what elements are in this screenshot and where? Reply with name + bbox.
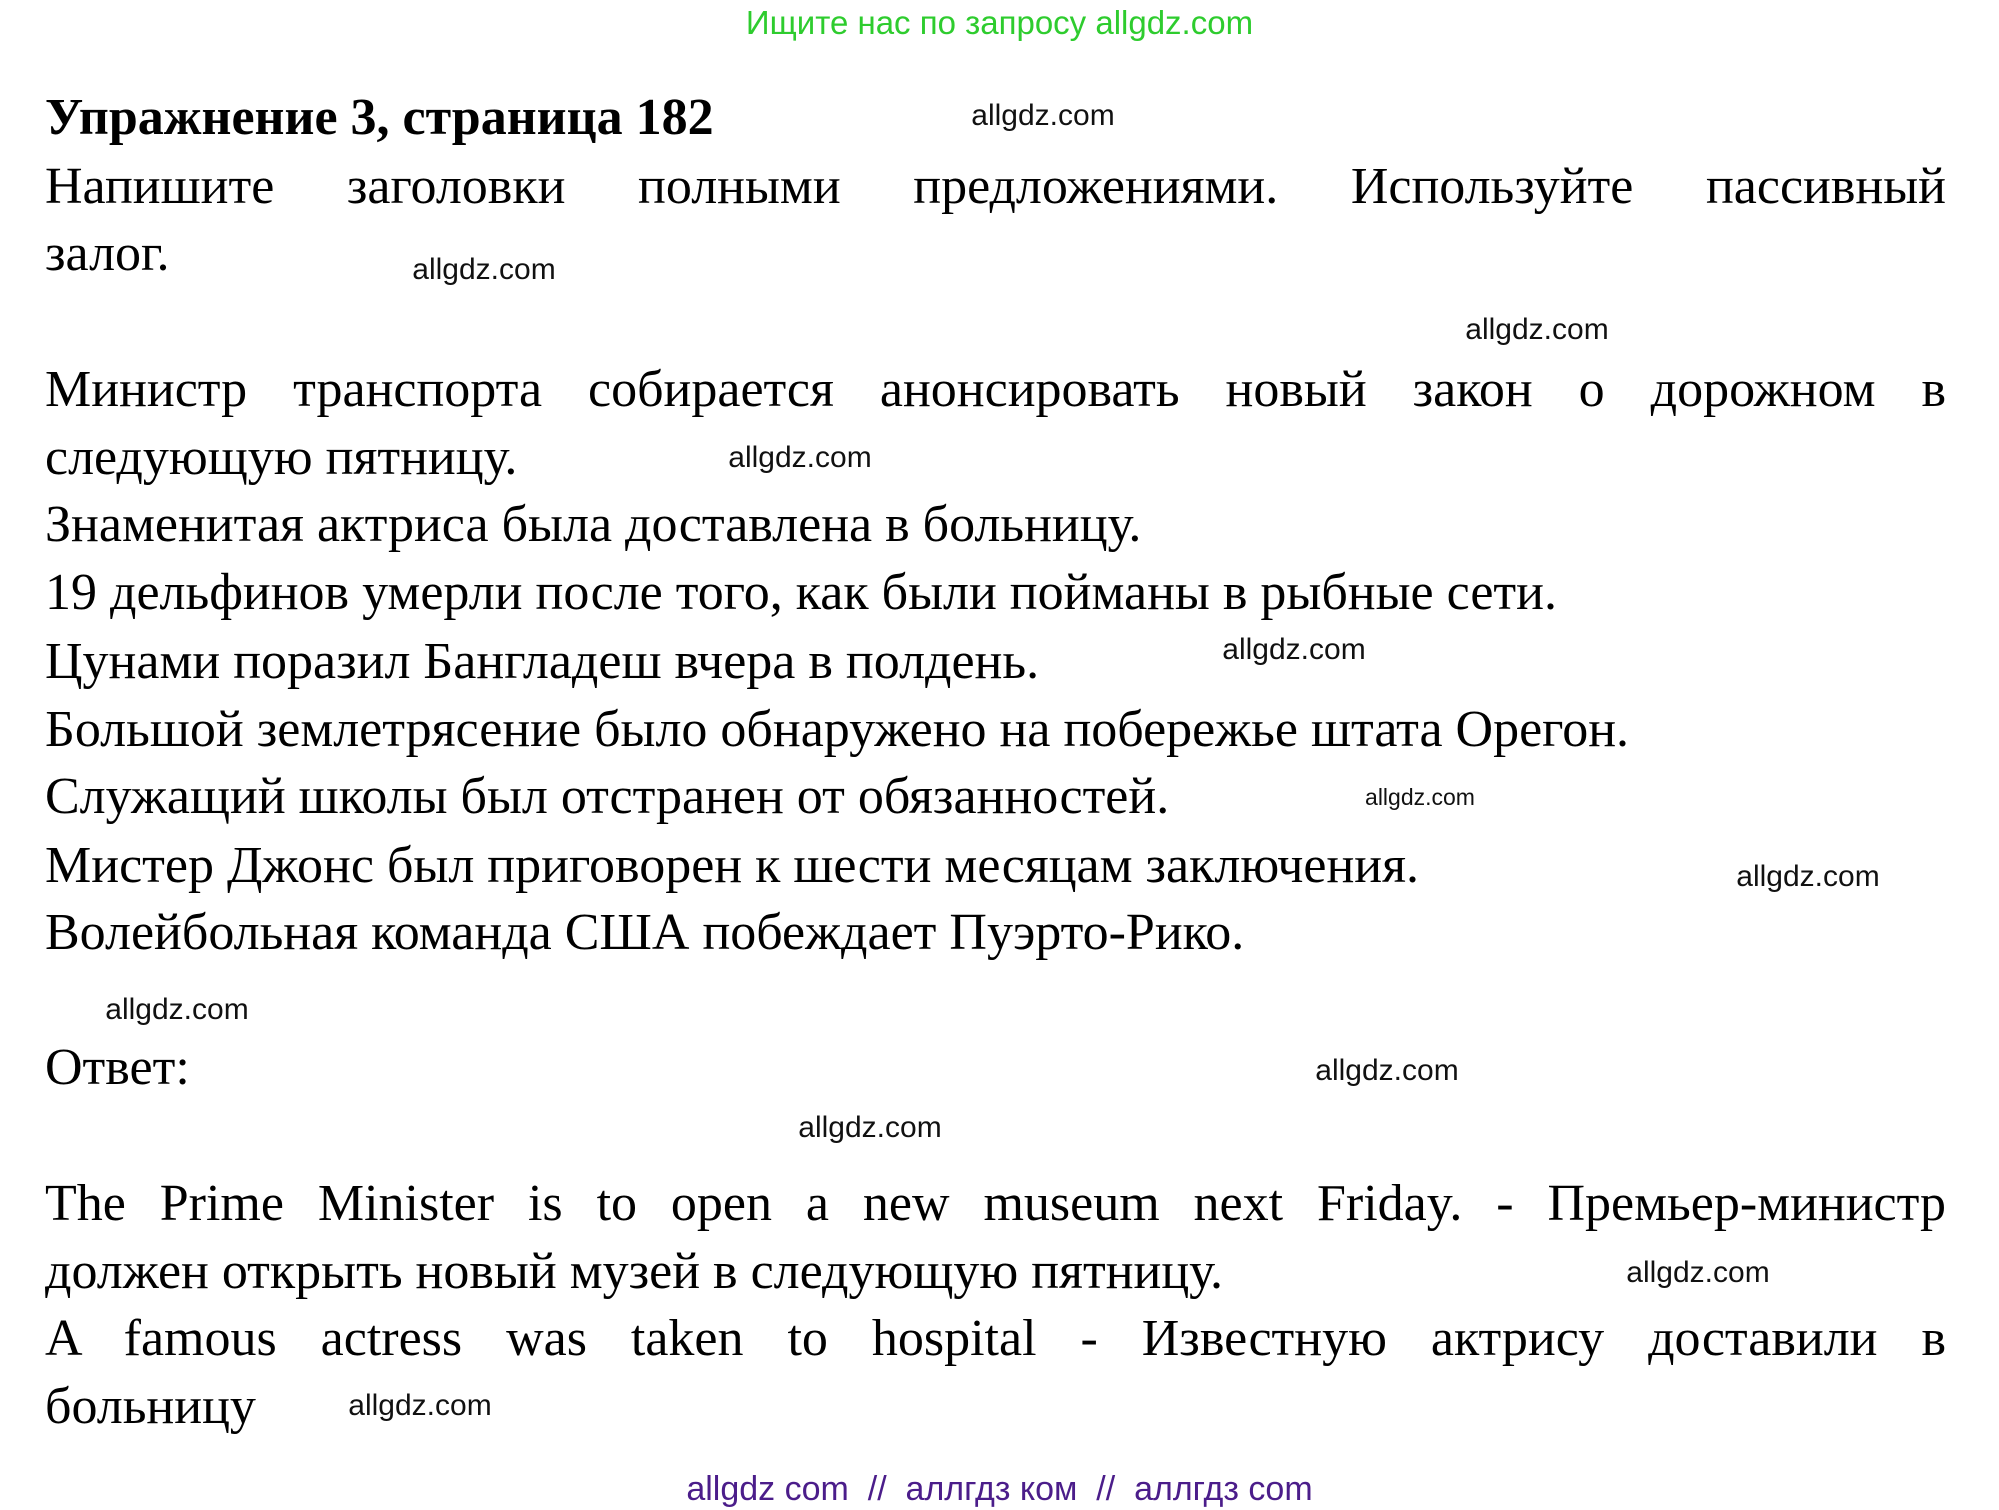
task-line: Министр транспорта собирается анонсировать новый закон о дорожном в bbox=[45, 361, 1946, 418]
task-line: Волейбольная команда США побеждает Пуэрто-Рико. bbox=[45, 904, 1245, 961]
watermark: allgdz.com bbox=[1222, 633, 1366, 666]
answer-line: A famous actress was taken to hospital - Известную актрису доставили в bbox=[45, 1310, 1946, 1367]
watermark: allgdz.com bbox=[1736, 860, 1880, 893]
watermark: allgdz.com bbox=[348, 1389, 492, 1422]
footer-links: allgdz com // аллгдз ком // аллгдз com bbox=[686, 1470, 1313, 1508]
watermark: allgdz.com bbox=[798, 1111, 942, 1144]
watermark: allgdz.com bbox=[1365, 784, 1475, 810]
search-banner: Ищите нас по запросу allgdz.com bbox=[745, 4, 1254, 41]
watermark: allgdz.com bbox=[105, 993, 249, 1026]
task-line: следующую пятницу. bbox=[45, 429, 518, 486]
instruction-line: Напишите заголовки полными предложениями. Используйте пассивный bbox=[45, 158, 1946, 215]
page-title: Упражнение 3, страница 182 bbox=[45, 89, 714, 146]
answer-line: The Prime Minister is to open a new museum next Friday. - Премьер-министр bbox=[45, 1175, 1946, 1232]
answer-label: Ответ: bbox=[45, 1039, 190, 1096]
answer-line: должен открыть новый музей в следующую пятницу. bbox=[45, 1243, 1223, 1300]
watermark: allgdz.com bbox=[1465, 313, 1609, 346]
watermark: allgdz.com bbox=[1315, 1054, 1459, 1087]
task-line: 19 дельфинов умерли после того, как были пойманы в рыбные сети. bbox=[45, 564, 1557, 621]
task-line: Знаменитая актриса была доставлена в больницу. bbox=[45, 496, 1142, 553]
watermark: allgdz.com bbox=[971, 99, 1115, 132]
watermark: allgdz.com bbox=[412, 253, 556, 286]
watermark: allgdz.com bbox=[1626, 1256, 1770, 1289]
answer-line: больницу bbox=[45, 1378, 256, 1435]
task-line: Цунами поразил Бангладеш вчера в полдень. bbox=[45, 633, 1040, 690]
task-line: Служащий школы был отстранен от обязанностей. bbox=[45, 768, 1170, 825]
instruction-line: залог. bbox=[45, 225, 170, 282]
task-line: Мистер Джонс был приговорен к шести месяцам заключения. bbox=[45, 837, 1420, 894]
task-line: Большой землетрясение было обнаружено на побережье штата Орегон. bbox=[45, 701, 1630, 758]
watermark: allgdz.com bbox=[728, 441, 872, 474]
